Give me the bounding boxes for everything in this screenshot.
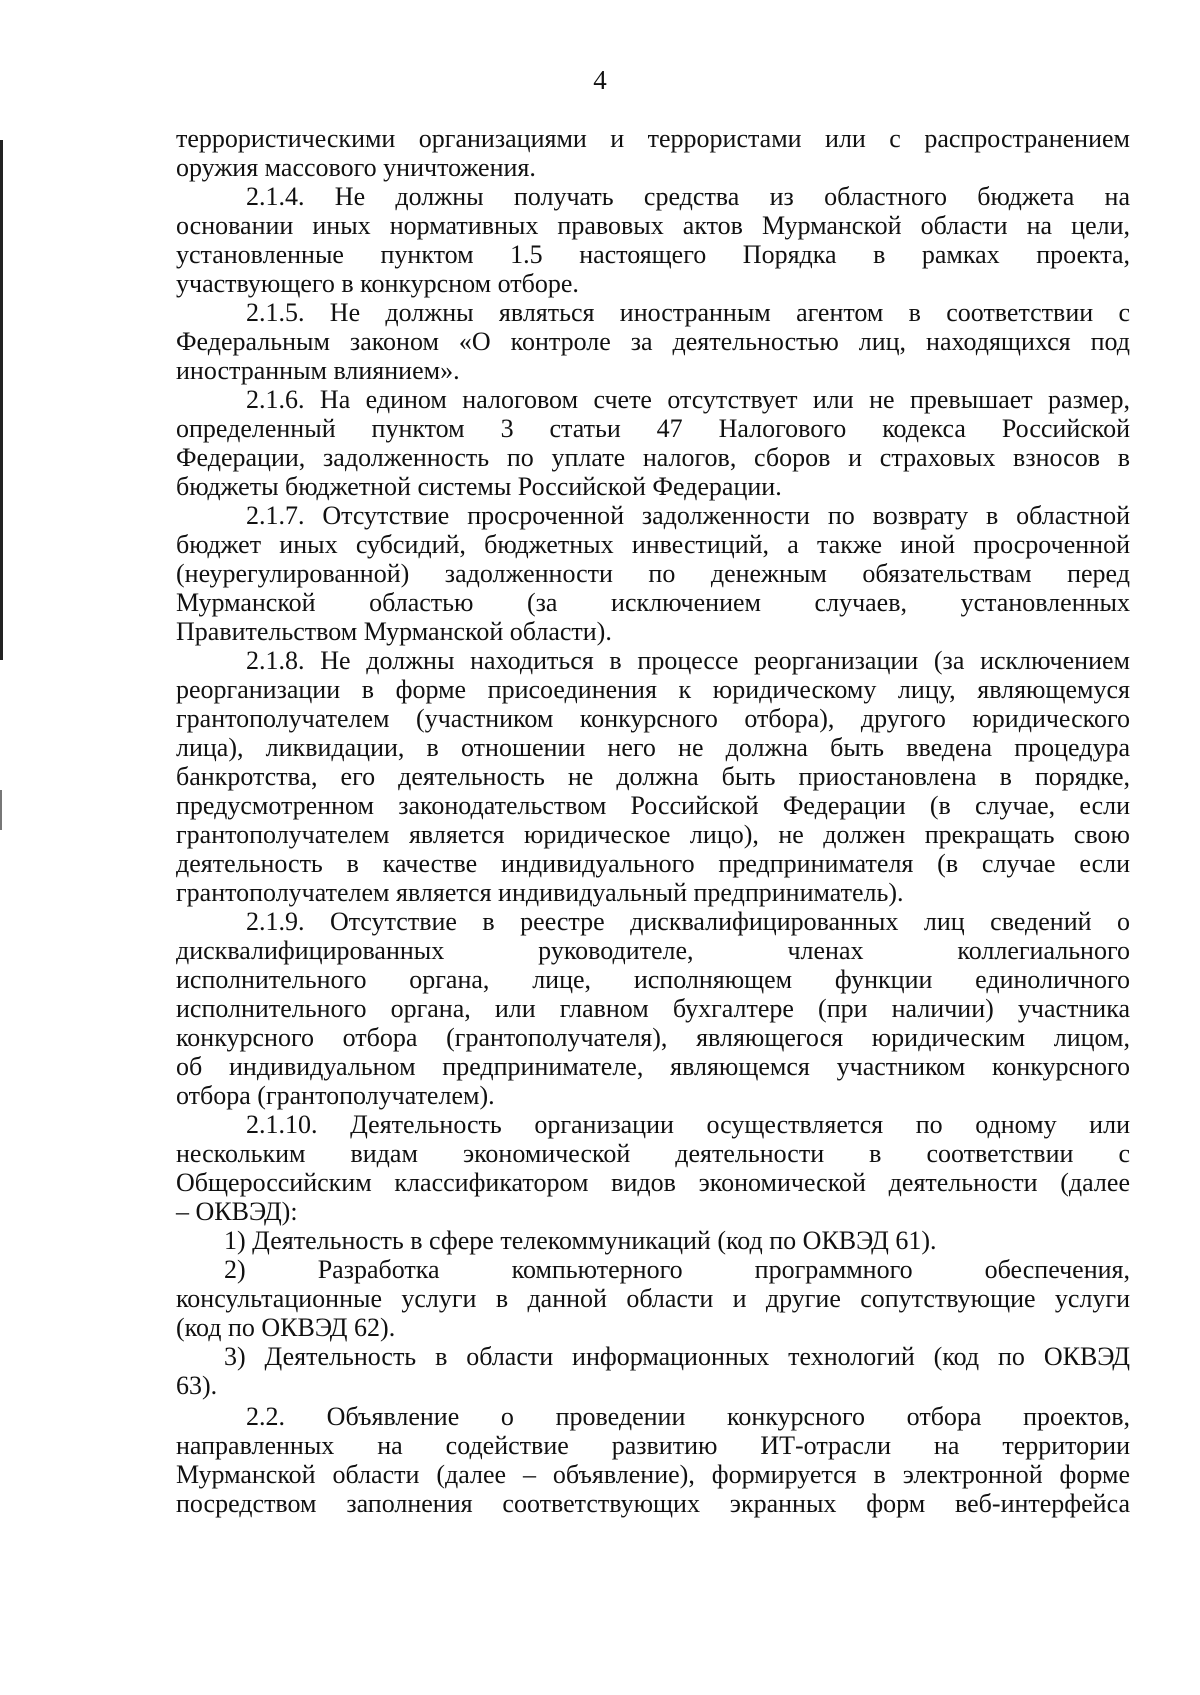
text-line: (код по ОКВЭД 62).	[176, 1313, 396, 1342]
scan-margin-mark-lower	[0, 790, 2, 830]
clause-2-1-5: 2.1.5. Не должны являться иностранным агентом в соответствии с	[246, 298, 1130, 327]
clause-2-2: 2.2. Объявление о проведении конкурсного отбора проектов,	[246, 1402, 1130, 1431]
text-line: дисквалифицированных руководителе, членах коллегиального	[176, 936, 1130, 965]
text-line: Федерации, задолженность по уплате налогов, сборов и страховых взносов в	[176, 443, 1130, 472]
text-line: оружия массового уничтожения.	[176, 153, 536, 182]
text-line: бюджет иных субсидий, бюджетных инвестиций, а также иной просроченной	[176, 530, 1130, 559]
clause-2-1-8: 2.1.8. Не должны находиться в процессе реорганизации (за исключением	[246, 646, 1130, 675]
text-line: реорганизации в форме присоединения к юридическому лицу, являющемуся	[176, 675, 1130, 704]
text-line: нескольким видам экономической деятельности в соответствии с	[176, 1139, 1130, 1168]
page-number: 4	[593, 65, 607, 95]
text-line: грантополучателем является индивидуальный предприниматель).	[176, 878, 904, 907]
text-line: посредством заполнения соответствующих экранных форм веб-интерфейса	[176, 1489, 1130, 1518]
document-body	[176, 124, 1130, 1518]
list-item-1: 1) Деятельность в сфере телекоммуникаций (код по ОКВЭД 61).	[224, 1226, 937, 1255]
clause-2-1-10: 2.1.10. Деятельность организации осуществляется по одному или	[246, 1110, 1130, 1139]
list-item-2: 2) Разработка компьютерного программного обеспечения,	[224, 1255, 1130, 1284]
list-item-3: 3) Деятельность в области информационных технологий (код по ОКВЭД	[224, 1342, 1130, 1371]
text-line: об индивидуальном предпринимателе, являющемся участником конкурсного	[176, 1052, 1130, 1081]
text-line: банкротства, его деятельность не должна быть приостановлена в порядке,	[176, 762, 1130, 791]
text-line: Мурманской областью (за исключением случаев, установленных	[176, 588, 1130, 617]
text-line: отбора (грантополучателем).	[176, 1081, 495, 1110]
text-line: исполнительного органа, или главном бухгалтере (при наличии) участника	[176, 994, 1130, 1023]
text-line: террористическими организациями и террористами или с распространением	[176, 124, 1130, 153]
text-line: Правительством Мурманской области).	[176, 617, 612, 646]
text-line: грантополучателем (участником конкурсного отбора), другого юридического	[176, 704, 1130, 733]
clause-2-1-4: 2.1.4. Не должны получать средства из областного бюджета на	[246, 182, 1130, 211]
text-line: исполнительного органа, лице, исполняющем функции единоличного	[176, 965, 1130, 994]
text-line: определенный пунктом 3 статьи 47 Налогового кодекса Российской	[176, 414, 1130, 443]
text-line: 63).	[176, 1371, 218, 1400]
clause-2-1-6: 2.1.6. На едином налоговом счете отсутствует или не превышает размер,	[246, 385, 1130, 414]
text-line: направленных на содействие развитию ИТ-отрасли на территории	[176, 1431, 1130, 1460]
text-line: (неурегулированной) задолженности по денежным обязательствам перед	[176, 559, 1130, 588]
text-line: предусмотренном законодательством Российской Федерации (в случае, если	[176, 791, 1130, 820]
scan-margin-mark	[0, 140, 3, 660]
text-line: иностранным влиянием».	[176, 356, 460, 385]
text-line: основании иных нормативных правовых актов Мурманской области на цели,	[176, 211, 1130, 240]
text-line: – ОКВЭД):	[176, 1197, 298, 1226]
text-line: грантополучателем является юридическое лицо), не должен прекращать свою	[176, 820, 1130, 849]
text-line: деятельность в качестве индивидуального предпринимателя (в случае если	[176, 849, 1130, 878]
text-line: бюджеты бюджетной системы Российской Федерации.	[176, 472, 782, 501]
text-line: установленные пунктом 1.5 настоящего Порядка в рамках проекта,	[176, 240, 1130, 269]
clause-2-1-7: 2.1.7. Отсутствие просроченной задолженности по возврату в областной	[246, 501, 1130, 530]
text-line: Общероссийским классификатором видов экономической деятельности (далее	[176, 1168, 1130, 1197]
text-line: консультационные услуги в данной области и другие сопутствующие услуги	[176, 1284, 1130, 1313]
text-line: конкурсного отбора (грантополучателя), являющегося юридическим лицом,	[176, 1023, 1130, 1052]
text-line: Мурманской области (далее – объявление), формируется в электронной форме	[176, 1460, 1130, 1489]
text-line: участвующего в конкурсном отборе.	[176, 269, 579, 298]
clause-2-1-9: 2.1.9. Отсутствие в реестре дисквалифицированных лиц сведений о	[246, 907, 1130, 936]
text-line: лица), ликвидации, в отношении него не должна быть введена процедура	[176, 733, 1130, 762]
text-line: Федеральным законом «О контроле за деятельностью лиц, находящихся под	[176, 327, 1130, 356]
